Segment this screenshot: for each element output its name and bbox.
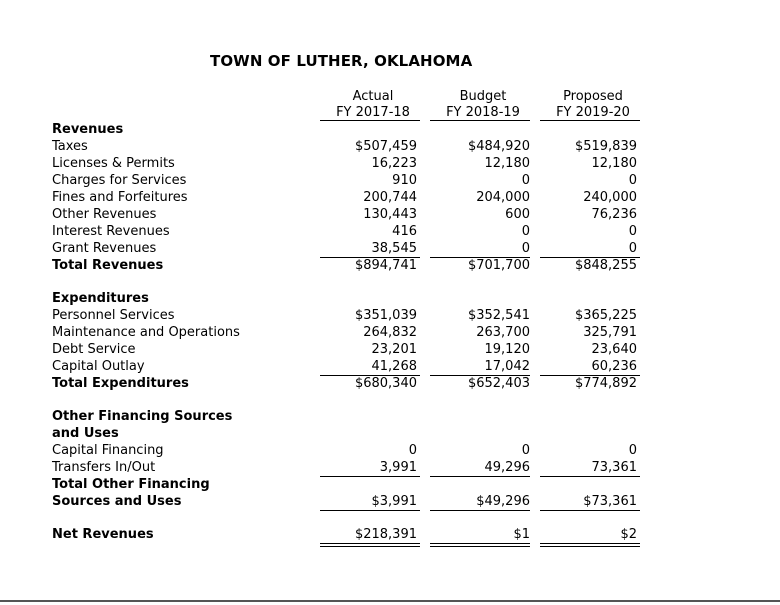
total-value: $680,340 [354,376,417,391]
row-label: Grant Revenues [52,241,157,256]
total-value: $49,296 [476,494,530,509]
value-cell: 60,236 [591,359,637,374]
row-label: Licenses & Permits [52,156,175,171]
value-cell: 23,201 [371,342,417,357]
value-cell: 17,042 [484,359,530,374]
row-label: Interest Revenues [52,224,170,239]
revenues-heading: Revenues [52,122,124,137]
value-cell: 0 [521,443,530,458]
other-financing-heading: Other Financing Sources [52,409,233,424]
value-cell: 0 [521,241,530,256]
row-label: Other Revenues [52,207,157,222]
value-cell: 0 [628,224,637,239]
row-label: Charges for Services [52,173,187,188]
value-cell: 73,361 [591,460,637,475]
value-cell: 200,744 [363,190,417,205]
value-cell: 12,180 [484,156,530,171]
header-underline [320,120,420,121]
total-value: $73,361 [583,494,637,509]
value-cell: $519,839 [574,139,637,154]
total-expenditures-label: Total Expenditures [52,376,189,391]
subtotal-rule [320,510,420,511]
header-underline [430,120,530,121]
subtotal-rule [320,476,420,477]
double-underline [430,543,530,547]
value-cell: 16,223 [371,156,417,171]
other-financing-heading-cont: and Uses [52,426,119,441]
row-label: Capital Outlay [52,359,145,374]
column-header-line2: FY 2019-20 [556,105,630,120]
value-cell: 76,236 [591,207,637,222]
value-cell: 23,640 [591,342,637,357]
row-label: Maintenance and Operations [52,325,240,340]
value-cell: 12,180 [591,156,637,171]
total-value: $894,741 [354,258,417,273]
net-revenues-label: Net Revenues [52,527,154,542]
total-other-financing-label: Total Other Financing [52,477,210,492]
value-cell: 264,832 [363,325,417,340]
expenditures-heading: Expenditures [52,291,149,306]
value-cell: 49,296 [484,460,530,475]
row-label: Capital Financing [52,443,164,458]
net-value: $218,391 [354,527,417,542]
subtotal-rule [540,510,640,511]
column-header-line1: Budget [459,89,507,104]
value-cell: 0 [521,224,530,239]
column-header-line2: FY 2017-18 [336,105,410,120]
value-cell: $484,920 [467,139,530,154]
value-cell: 19,120 [484,342,530,357]
subtotal-rule [540,476,640,477]
subtotal-rule [430,510,530,511]
value-cell: $365,225 [574,308,637,323]
document-title: TOWN OF LUTHER, OKLAHOMA [210,52,473,70]
value-cell: 130,443 [363,207,417,222]
subtotal-rule [430,476,530,477]
value-cell: 0 [628,241,637,256]
total-value: $848,255 [574,258,637,273]
value-cell: 41,268 [371,359,417,374]
net-value: $1 [513,527,530,542]
row-label: Fines and Forfeitures [52,190,188,205]
row-label: Transfers In/Out [52,460,156,475]
value-cell: 0 [521,173,530,188]
value-cell: $352,541 [467,308,530,323]
value-cell: 416 [392,224,417,239]
total-value: $774,892 [574,376,637,391]
double-underline [540,543,640,547]
total-other-financing-label-cont: Sources and Uses [52,494,182,509]
column-header-actual [318,89,428,121]
value-cell: 910 [392,173,417,188]
page-bottom-rule [0,600,780,602]
double-underline [320,543,420,547]
value-cell: 38,545 [371,241,417,256]
value-cell: 0 [628,443,637,458]
value-cell: 0 [628,173,637,188]
column-header-budget [428,89,538,121]
net-value: $2 [620,527,637,542]
row-label: Taxes [52,139,88,154]
value-cell: 204,000 [476,190,530,205]
column-header-line1: Proposed [563,89,623,104]
value-cell: $351,039 [354,308,417,323]
value-cell: 263,700 [476,325,530,340]
column-header-line1: Actual [352,89,394,104]
total-revenues-label: Total Revenues [52,258,164,273]
row-label: Debt Service [52,342,136,357]
value-cell: 3,991 [379,460,417,475]
total-value: $701,700 [467,258,530,273]
header-underline [540,120,640,121]
total-value: $3,991 [371,494,417,509]
value-cell: 0 [408,443,417,458]
value-cell: 325,791 [583,325,637,340]
total-value: $652,403 [467,376,530,391]
column-header-line2: FY 2018-19 [446,105,520,120]
row-label: Personnel Services [52,308,175,323]
value-cell: 600 [505,207,530,222]
value-cell: $507,459 [354,139,417,154]
column-header-proposed [538,89,648,121]
value-cell: 240,000 [583,190,637,205]
